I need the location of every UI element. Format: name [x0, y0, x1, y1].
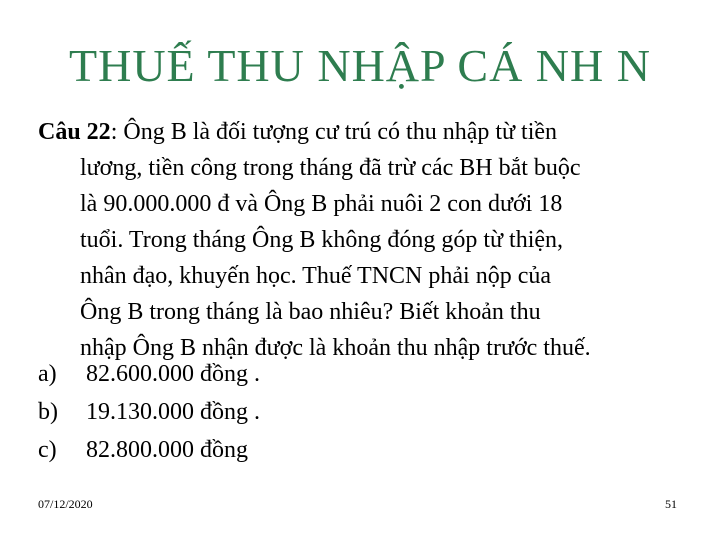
question-block	[38, 114, 680, 366]
answer-list	[38, 355, 678, 469]
question-line: Ông B trong tháng là bao nhiêu? Biết khoản thu	[80, 299, 541, 325]
question-line: tuổi. Trong tháng Ông B không đóng góp từ thiện,	[80, 227, 564, 253]
question-first-line-text: : Ông B là đối tượng cư trú có thu nhập từ tiền	[110, 119, 558, 145]
slide-title: THUẾ THU NHẬP CÁ NH N	[69, 40, 651, 91]
answer-letter: a)	[38, 361, 57, 387]
footer-date: 07/12/2020	[38, 497, 93, 511]
answer-letter: b)	[38, 399, 58, 425]
answer-text: 82.600.000 đồng .	[86, 361, 260, 387]
question-line: là 90.000.000 đ và Ông B phải nuôi 2 con dưới 18	[80, 191, 563, 217]
answer-option-a	[38, 355, 678, 393]
question-line: lương, tiền công trong tháng đã trừ các BH bắt buộc	[80, 155, 581, 181]
question-number: Câu 22	[38, 119, 111, 145]
page-number: 51	[665, 497, 677, 511]
answer-option-c	[38, 431, 678, 469]
question-line: nhập Ông B nhận được là khoản thu nhập trước thuế.	[80, 335, 591, 361]
answer-text: 19.130.000 đồng .	[86, 399, 260, 425]
answer-letter: c)	[38, 437, 57, 463]
question-first-line	[38, 114, 680, 150]
answer-text: 82.800.000 đồng	[86, 437, 248, 463]
answer-option-b	[38, 393, 678, 431]
question-line: nhân đạo, khuyến học. Thuế TNCN phải nộp của	[80, 263, 552, 289]
